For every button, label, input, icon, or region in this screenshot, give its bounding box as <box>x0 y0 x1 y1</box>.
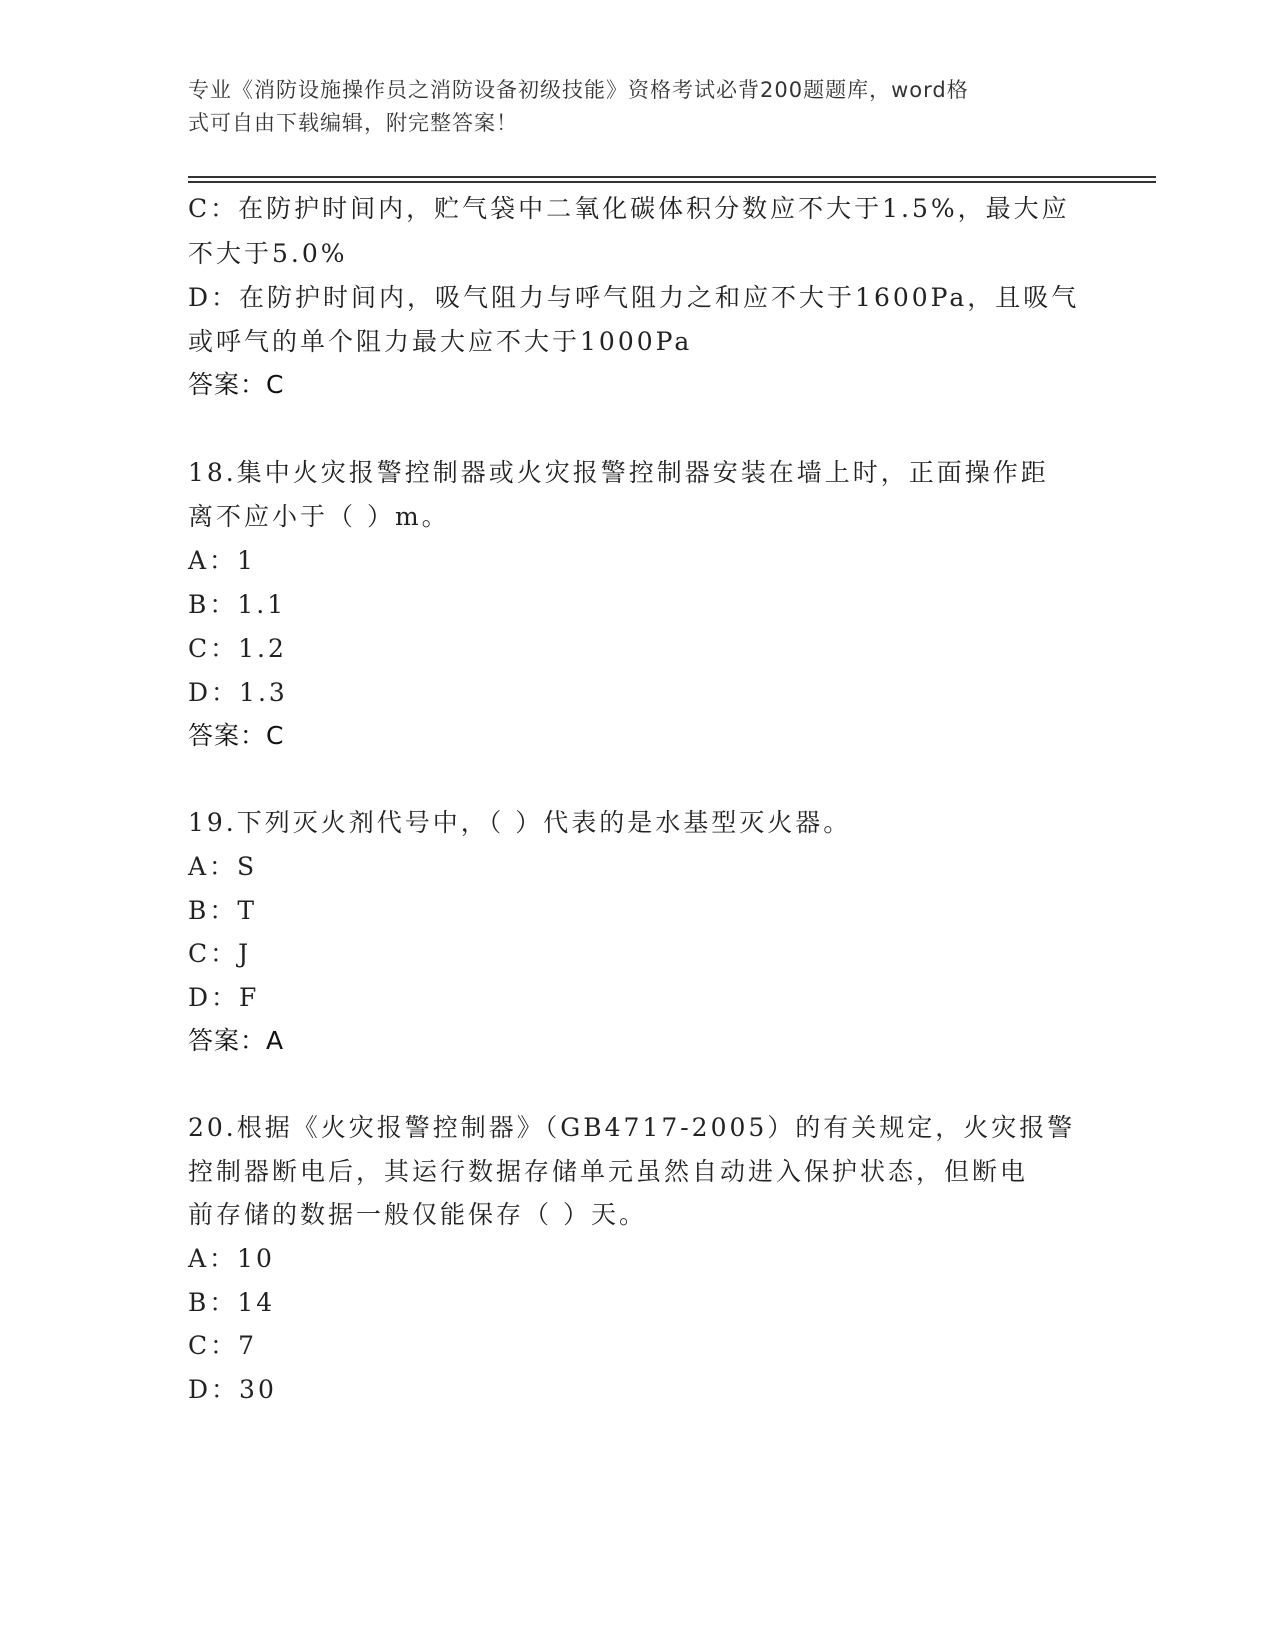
q19-option-b: B：T <box>188 896 258 925</box>
q20-option-d: D：30 <box>188 1375 277 1404</box>
q19-option-a: A：S <box>188 852 258 881</box>
q19-option-c: C：J <box>188 939 252 968</box>
q19-option-d: D：F <box>188 983 260 1012</box>
q20-option-b: B：14 <box>188 1288 276 1317</box>
prev-option-d-line2: 或呼气的单个阻力最大应不大于1000Pa <box>188 327 693 356</box>
q18-stem-line1: 18.集中火灾报警控制器或火灾报警控制器安装在墙上时，正面操作距 <box>188 458 1049 487</box>
q18-option-c: C：1.2 <box>188 634 287 663</box>
q19-answer: 答案：A <box>188 1026 285 1055</box>
prev-option-d-line1: D：在防护时间内，吸气阻力与呼气阻力之和应不大于1600Pa，且吸气 <box>188 283 1080 312</box>
q20-stem-line3: 前存储的数据一般仅能保存（ ）天。 <box>188 1200 647 1229</box>
header-divider-bottom <box>188 181 1156 183</box>
q18-stem-line2: 离不应小于（ ）m。 <box>188 502 450 531</box>
prev-answer: 答案：C <box>188 370 285 399</box>
q19-stem-line1: 19.下列灭火剂代号中，（ ）代表的是水基型灭火器。 <box>188 808 852 837</box>
prev-option-c-line2: 不大于5.0% <box>188 239 348 268</box>
q20-stem-line1: 20.根据《火灾报警控制器》（GB4717-2005）的有关规定，火灾报警 <box>188 1113 1076 1142</box>
header-title-line2: 式可自由下载编辑，附完整答案！ <box>188 111 518 135</box>
header-title-line1: 专业《消防设施操作员之消防设备初级技能》资格考试必背200题题库，word格 <box>188 78 969 102</box>
q20-stem-line2: 控制器断电后，其运行数据存储单元虽然自动进入保护状态，但断电 <box>188 1157 1029 1186</box>
q18-option-d: D：1.3 <box>188 678 288 707</box>
q18-answer: 答案：C <box>188 721 285 750</box>
header-divider-top <box>188 176 1156 178</box>
q20-option-c: C：7 <box>188 1331 258 1360</box>
q20-option-a: A：10 <box>188 1244 275 1273</box>
prev-option-c-line1: C：在防护时间内，贮气袋中二氧化碳体积分数应不大于1.5%，最大应 <box>188 194 1070 223</box>
q18-option-b: B：1.1 <box>188 590 287 619</box>
q18-option-a: A：1 <box>188 546 256 575</box>
